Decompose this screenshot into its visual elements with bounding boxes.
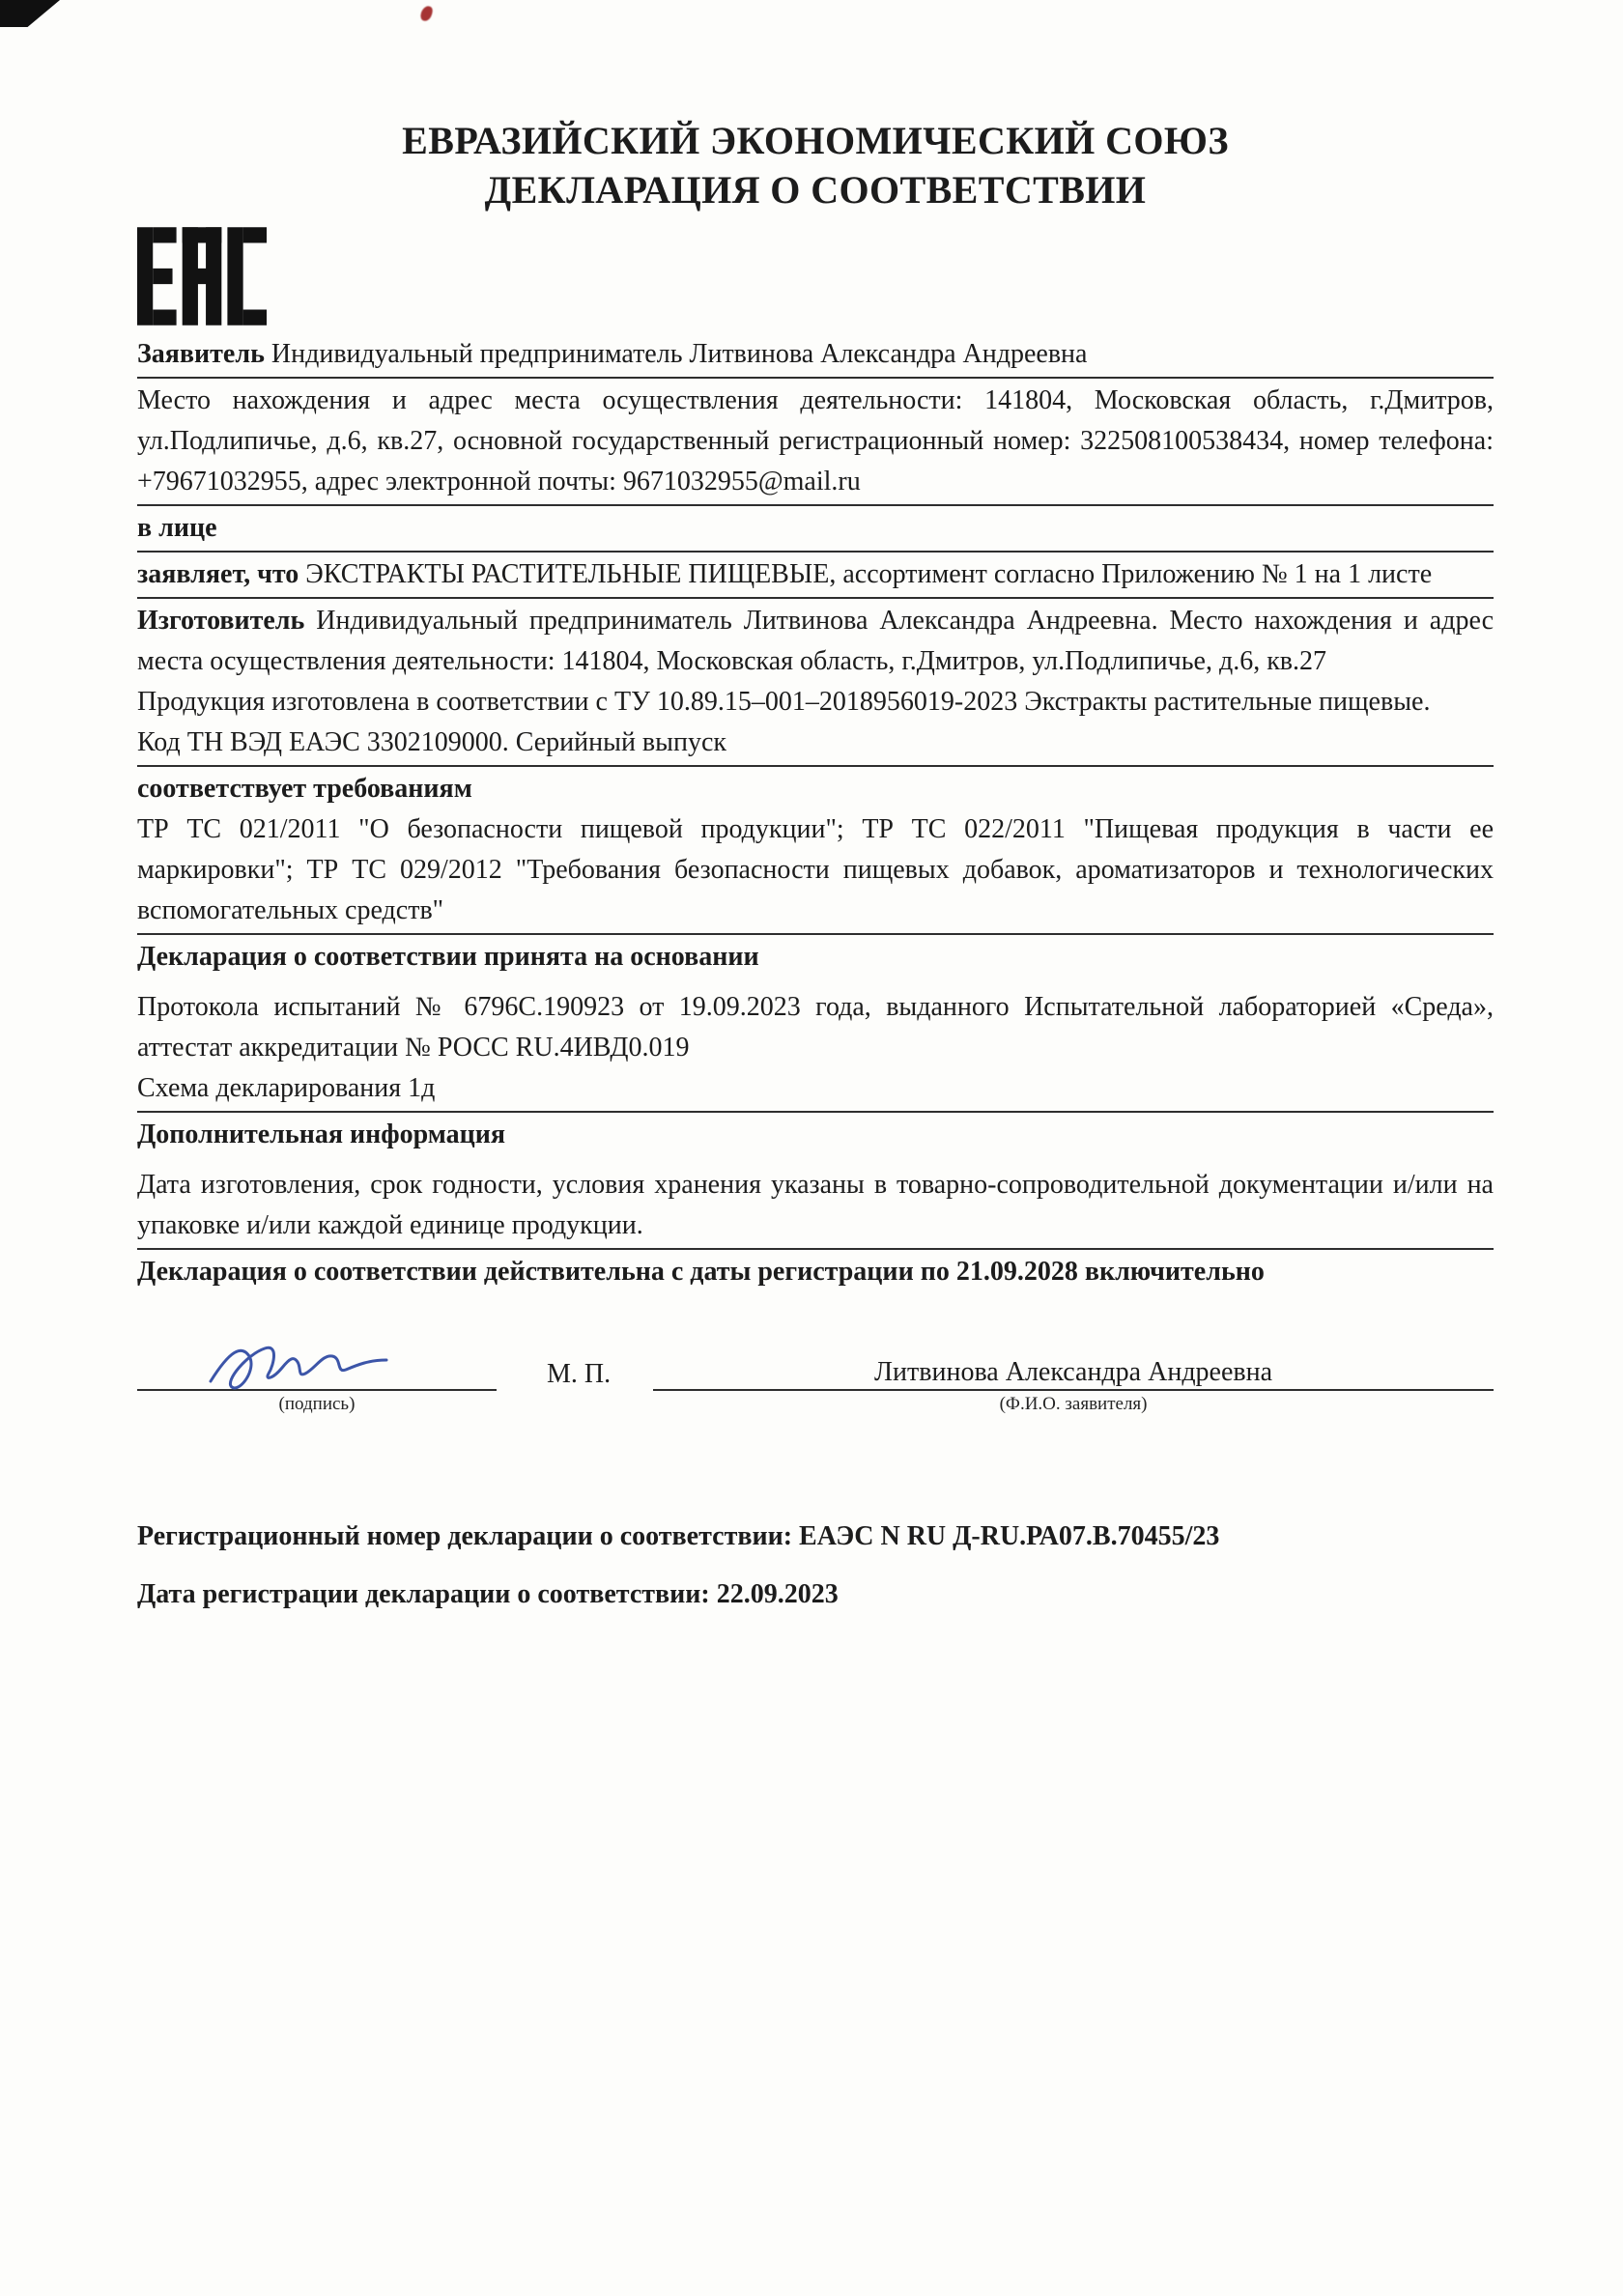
signature-column (137, 1348, 497, 1416)
complies-block (137, 809, 1494, 935)
address-block (137, 381, 1494, 506)
title-line-union: ЕВРАЗИЙСКИЙ ЭКОНОМИЧЕСКИЙ СОЮЗ (402, 119, 1229, 162)
declares-label: заявляет, что (137, 559, 299, 589)
production-block (137, 682, 1494, 723)
applicant-value: Индивидуальный предприниматель Литвинова Александра Андреевна (270, 339, 1088, 369)
address-text: Место нахождения и адрес места осуществления деятельности: 141804, Московская область, г.Дмитров, ул.Подлипичье, д.6, кв.27, основной государственный регистрационный номер: 322508100538434, номер телефона: +79671032955, адрес электронной почты: 9671032955@mail.ru (137, 385, 1494, 496)
validity-text: Декларация о соответствии действительна с даты регистрации по 21.09.2028 включительно (137, 1257, 1265, 1287)
complies-label: соответствует требованиям (137, 774, 472, 804)
signature-caption: (подпись) (278, 1394, 356, 1414)
registration-number-line: Регистрационный номер декларации о соответствии: ЕАЭС N RU Д-RU.РА07.В.70455/23 (137, 1521, 1220, 1551)
signature-row (137, 1348, 1494, 1416)
document-body (137, 334, 1494, 1292)
declares-text: ЭКСТРАКТЫ РАСТИТЕЛЬНЫЕ ПИЩЕВЫЕ, ассортимент согласно Приложению № 1 на 1 листе (305, 559, 1433, 589)
additional-label: Дополнительная информация (137, 1120, 506, 1149)
production-text: Продукция изготовлена в соответствии с ТУ 10.89.15–001–2018956019-2023 Экстракты растительные пищевые. (137, 687, 1431, 717)
additional-heading (137, 1115, 1494, 1155)
handwritten-signature-icon (197, 1331, 406, 1399)
basis-heading (137, 937, 1494, 978)
scheme-line (137, 1068, 1494, 1113)
manufacturer-block (137, 601, 1494, 682)
stamp-place-label: М. П. (547, 1359, 612, 1389)
title-line-declaration: ДЕКЛАРАЦИЯ О СООТВЕТСТВИИ (484, 168, 1147, 212)
applicant-line (137, 334, 1494, 379)
document-title (137, 116, 1494, 214)
signature-line (137, 1348, 497, 1391)
scan-artifact-speck (419, 5, 434, 23)
applicant-label: Заявитель (137, 339, 265, 369)
declares-block (137, 554, 1494, 599)
fio-value: Литвинова Александра Андреевна (874, 1357, 1273, 1387)
basis-text: Протокола испытаний № 6796С.190923 от 19.09.2023 года, выданного Испытательной лабораторией «Среда», аттестат аккредитации № РОСС RU.4ИВД0.019 (137, 992, 1494, 1063)
additional-text: Дата изготовления, срок годности, условия хранения указаны в товарно-сопроводительной документации и/или на упаковке и/или каждой единице продукции. (137, 1170, 1494, 1240)
in-person-label: в лице (137, 513, 217, 543)
fio-line (653, 1348, 1494, 1391)
tnved-line (137, 723, 1494, 767)
tnved-text: Код ТН ВЭД ЕАЭС 3302109000. Серийный выпуск (137, 727, 726, 757)
registration-block (137, 1518, 1494, 1613)
validity-line (137, 1252, 1494, 1292)
complies-heading (137, 769, 1494, 809)
page-content (0, 116, 1623, 1613)
scheme-text: Схема декларирования 1д (137, 1073, 436, 1103)
fio-caption: (Ф.И.О. заявителя) (999, 1394, 1148, 1414)
additional-block (137, 1165, 1494, 1250)
in-person-line (137, 508, 1494, 553)
registration-date-line: Дата регистрации декларации о соответствии: 22.09.2023 (137, 1579, 839, 1609)
complies-text: ТР ТС 021/2011 "О безопасности пищевой продукции"; ТР ТС 022/2011 "Пищевая продукция в части ее маркировки"; ТР ТС 029/2012 "Требования безопасности пищевых добавок, ароматизаторов и технологических вспомогательных средств" (137, 814, 1494, 925)
manufacturer-text: Индивидуальный предприниматель Литвинова Александра Андреевна. Место нахождения и адрес места осуществления деятельности: 141804, Московская область, г.Дмитров, ул.Подлипичье, д.6, кв.27 (137, 606, 1494, 676)
basis-block (137, 987, 1494, 1068)
scan-artifact-corner (0, 0, 60, 27)
eac-mark-icon (137, 226, 267, 326)
manufacturer-label: Изготовитель (137, 606, 305, 636)
basis-label: Декларация о соответствии принята на основании (137, 942, 759, 972)
fio-column (653, 1348, 1494, 1416)
